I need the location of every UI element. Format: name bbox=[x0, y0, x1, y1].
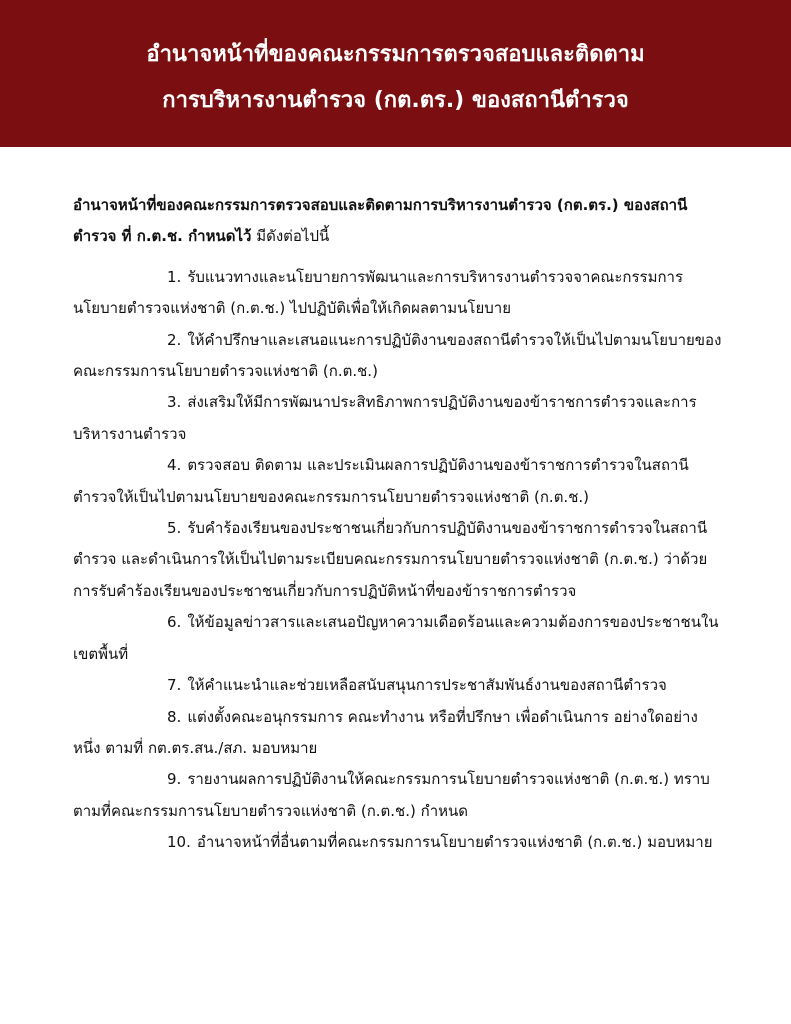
duty-number: 7. bbox=[167, 676, 182, 695]
duty-item-8 bbox=[73, 702, 723, 765]
duty-number: 10. bbox=[167, 833, 191, 852]
intro-normal-text: มีดังต่อไปนี้ bbox=[251, 227, 330, 246]
duty-number: 4. bbox=[167, 456, 182, 475]
duty-item-5 bbox=[73, 513, 723, 607]
duty-number: 3. bbox=[167, 393, 182, 412]
duty-number: 6. bbox=[167, 613, 182, 632]
duty-item-10 bbox=[73, 827, 723, 858]
duty-text: ให้คำปรึกษาและเสนอแนะการปฏิบัติงานของสถานีตำรวจให้เป็นไปตามนโยบายของคณะกรรมการนโยบายตำรวจแห่งชาติ (ก.ต.ช.) bbox=[73, 330, 722, 381]
duty-item-1 bbox=[73, 262, 723, 325]
page-title-line-1: อำนาจหน้าที่ของคณะกรรมการตรวจสอบและติดตาม bbox=[146, 42, 645, 67]
duty-item-4 bbox=[73, 450, 723, 513]
duty-text: ให้คำแนะนำและช่วยเหลือสนับสนุนการประชาสัมพันธ์งานของสถานีตำรวจ bbox=[187, 676, 667, 695]
page-title-line-2: การบริหารงานตำรวจ (กต.ตร.) ของสถานีตำรวจ bbox=[162, 88, 629, 113]
duty-text: อำนาจหน้าที่อื่นตามที่คณะกรรมการนโยบายตำรวจแห่งชาติ (ก.ต.ช.) มอบหมาย bbox=[196, 833, 713, 852]
duty-text: ให้ข้อมูลข่าวสารและเสนอปัญหาความเดือดร้อนและความต้องการของประชาชนในเขตพื้นที่ bbox=[73, 613, 719, 663]
duty-item-7 bbox=[73, 670, 723, 701]
duty-text: แต่งตั้งคณะอนุกรรมการ คณะทำงาน หรือที่ปรึกษา เพื่อดำเนินการ อย่างใดอย่างหนึ่ง ตามที่ กต.ตร.สน./สภ. มอบหมาย bbox=[73, 707, 698, 757]
duty-item-6 bbox=[73, 607, 723, 670]
duty-item-2 bbox=[73, 325, 723, 388]
duty-text: ส่งเสริมให้มีการพัฒนาประสิทธิภาพการปฏิบัติงานของข้าราชการตำรวจและการบริหารงานตำรวจ bbox=[73, 393, 697, 443]
duty-item-9 bbox=[73, 764, 723, 827]
duty-text: รับคำร้องเรียนของประชาชนเกี่ยวกับการปฏิบัติงานของข้าราชการตำรวจในสถานีตำรวจ และดำเนินการให้เป็นไปตามระเบียบคณะกรรมการนโยบายตำรวจแห่งชาติ (ก.ต.ช.) ว่าด้วยการรับคำร้องเรียนของประชาชนเกี่ยวกับการปฏิบัติหน้าที่ของข้าราชการตำรวจ bbox=[73, 519, 708, 600]
duty-number: 8. bbox=[167, 707, 182, 726]
duty-text: รับแนวทางและนโยบายการพัฒนาและการบริหารงานตำรวจจาคณะกรรมการนโยบายตำรวจแห่งชาติ (ก.ต.ช.) ไปปฏิบัติเพื่อให้เกิดผลตามนโยบาย bbox=[73, 267, 684, 318]
duty-number: 9. bbox=[167, 770, 182, 789]
duty-text: รายงานผลการปฏิบัติงานให้คณะกรรมการนโยบายตำรวจแห่งชาติ (ก.ต.ช.) ทราบตามที่คณะกรรมการนโยบายตำรวจแห่งชาติ (ก.ต.ช.) กำหนด bbox=[73, 770, 710, 820]
header-banner bbox=[0, 0, 791, 147]
intro-bold-text: อำนาจหน้าที่ของคณะกรรมการตรวจสอบและติดตามการบริหารงานตำรวจ (กต.ตร.) ของสถานีตำรวจ ที่ ก.ต.ช. กำหนดไว้ bbox=[73, 196, 688, 246]
intro-paragraph bbox=[73, 190, 723, 253]
duty-number: 5. bbox=[167, 519, 182, 538]
duty-number: 1. bbox=[167, 267, 182, 286]
duty-number: 2. bbox=[167, 330, 182, 349]
document-body bbox=[73, 190, 723, 859]
duty-item-3 bbox=[73, 387, 723, 450]
duty-text: ตรวจสอบ ติดตาม และประเมินผลการปฏิบัติงานของข้าราชการตำรวจในสถานีตำรวจให้เป็นไปตามนโยบายของคณะกรรมการนโยบายตำรวจแห่งชาติ (ก.ต.ช.) bbox=[73, 456, 689, 506]
